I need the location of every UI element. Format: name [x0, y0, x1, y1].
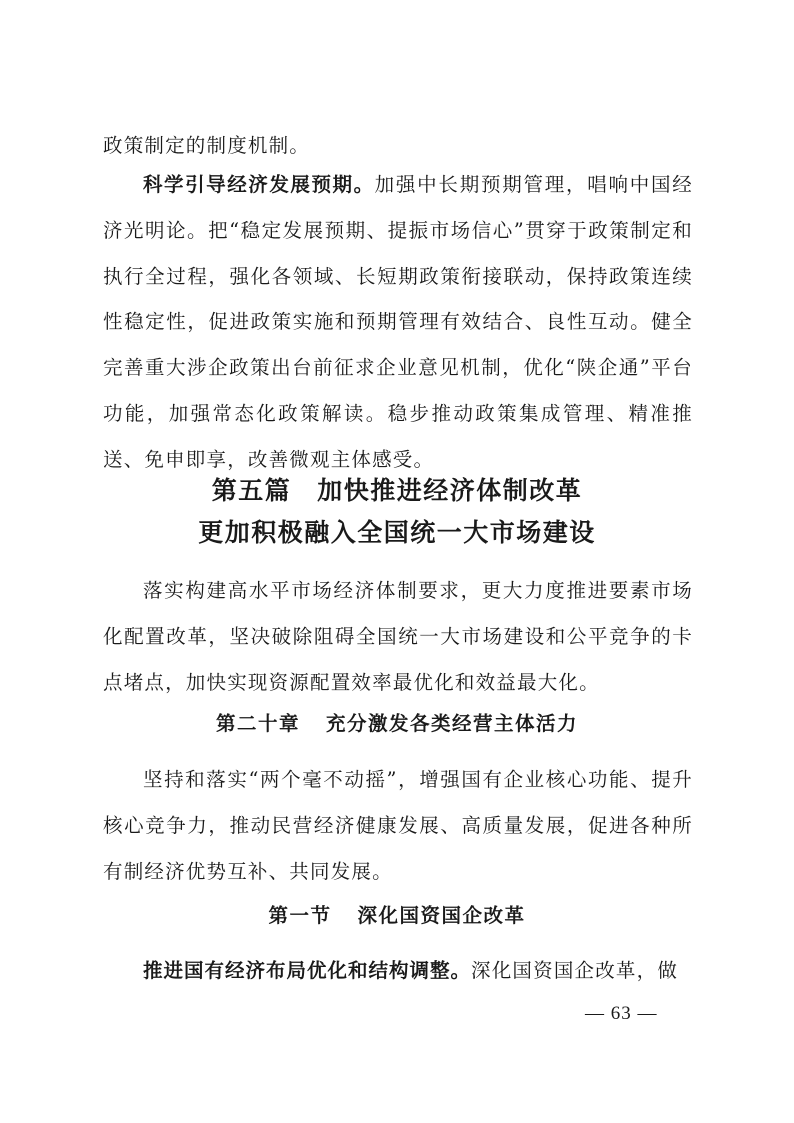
part-title-line2: [0, 518, 794, 548]
paragraph-chapter-intro: [103, 757, 693, 894]
chapter-name: 充分激发各类经营主体活力: [326, 712, 579, 735]
section-label: 第一节: [268, 904, 332, 927]
paragraph-part-intro: [103, 568, 693, 705]
page-number: — 63 —: [585, 1003, 658, 1024]
section-name: 深化国资国企改革: [357, 904, 526, 927]
part-subtitle: 更加积极融入全国统一大市场建设: [198, 518, 596, 547]
paragraph-lead-heading: 科学引导经济发展预期。: [143, 173, 375, 196]
part-title-line1: [0, 476, 794, 506]
paragraph-text: 深化国资国企改革，做: [471, 959, 679, 982]
paragraph-text: 加强中长期预期管理，唱响中国经济光明论。把“稳定发展预期、提振市场信心”贯穿于政策制定和执行全过程，强化各领域、长短期政策衔接联动，保持政策连续性稳定性，促进政策实施和预期管理有效结合、良性互动。健全完善重大涉企政策出台前征求企业意见机制，优化“陕企通”平台功能，加强常态化政策解读。稳步推动政策集成管理、精准推送、免申即享，改善微观主体感受。: [103, 173, 693, 471]
part-label: 第五篇: [211, 476, 292, 505]
chapter-title: [0, 711, 794, 737]
paragraph-expectation-guidance: [103, 162, 693, 483]
paragraph-text: 落实构建高水平市场经济体制要求，更大力度推进要素市场化配置改革，坚决破除阻碍全国统一大市场建设和公平竞争的卡点堵点，加快实现资源配置效率最优化和效益最大化。: [103, 579, 693, 694]
part-title: 加快推进经济体制改革: [317, 476, 583, 505]
paragraph-state-economy: [103, 948, 693, 994]
paragraph-text: 坚持和落实“两个毫不动摇”，增强国有企业核心功能、提升核心竞争力，推动民营经济健康发展、高质量发展，促进各种所有制经济优势互补、共同发展。: [103, 768, 693, 883]
paragraph-lead-heading: 推进国有经济布局优化和结构调整。: [143, 959, 472, 982]
chapter-label: 第二十章: [215, 712, 300, 735]
paragraph-text: 政策制定的制度机制。: [103, 134, 311, 157]
section-title: [0, 903, 794, 929]
